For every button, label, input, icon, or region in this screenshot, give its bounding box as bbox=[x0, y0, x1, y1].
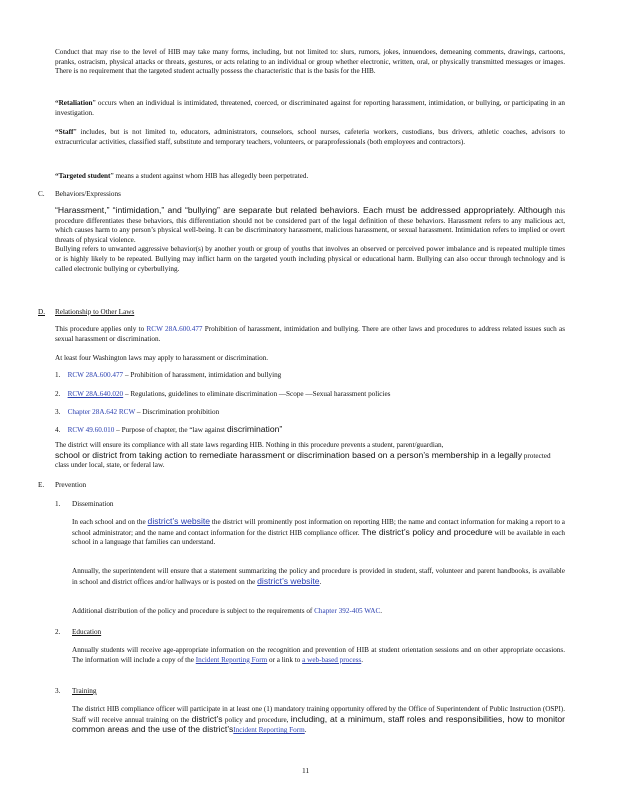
compliance-d: class under local, state, or federal law. bbox=[55, 461, 165, 470]
behaviors-rest: this procedure differentiates these behaviors, this differentiation should not be considered part of the legal definition of these behaviors. Harassment refers to any malicious act, which causes harm to any person’s physical well-being. It can be discriminatory harassment, malicious harassment, or sexual harassment. Intimidation refers to implied or overt threats of physical violence. bbox=[55, 207, 565, 244]
law-link[interactable]: RCW 28A.640.020 bbox=[67, 390, 124, 398]
relationship-post: Prohibition of harassment, intimidation and bullying. There are other laws and procedures to address related issues such as sexual harassment or discrimination. bbox=[55, 325, 565, 343]
dissemination-post2: will be available in each school in a language that families can understand. bbox=[72, 528, 566, 547]
law-link[interactable]: RCW 28A.600.477 bbox=[67, 371, 124, 379]
law-link[interactable]: Chapter 28A.642 RCW bbox=[67, 408, 136, 416]
subsection-1-title: Dissemination bbox=[72, 500, 114, 508]
incident-form-link[interactable]: Incident Reporting Form bbox=[233, 726, 305, 735]
period: . bbox=[319, 577, 322, 586]
rcw-600-477-link[interactable]: RCW 28A.600.477 bbox=[146, 325, 203, 333]
education-text: Annually students will receive age-appropriate information on the recognition and prevention of HIB at student orientation sessions and on other appropriate occasions. The information will include a copy of the bbox=[72, 646, 565, 664]
law-item-1 bbox=[55, 371, 565, 381]
behaviors-paragraph bbox=[55, 206, 565, 274]
law-number: 4. bbox=[55, 426, 61, 434]
hib-conduct-paragraph: Conduct that may rise to the level of HIB may take many forms, including, but not limited to: slurs, rumors, jokes, innuendoes, demeaning comments, drawings, cartoons, pranks, ostracism, physical attacks or threats, gestures, or acts relating to an individual or group whether electronic, written, oral, or physically transmitted messages or images. There is no requirement that the targeted student actually possess the characteristic that is the basis for the HIB. bbox=[55, 48, 565, 76]
dissemination-2-text: Annually, the superintendent will ensure that a statement summarizing the policy and procedure is provided in student, staff, volunteer and parent handbooks, is available in school and district offices and/or hallways or is posted on the bbox=[72, 567, 565, 586]
law-description: – Prohibition of harassment, intimidation and bullying bbox=[123, 371, 282, 379]
section-d-title: Relationship to Other Laws bbox=[55, 308, 135, 316]
page-number: 11 bbox=[302, 766, 310, 775]
law-link[interactable]: RCW 49.60.010 bbox=[67, 426, 115, 434]
compliance-a: The district will ensure its compliance with all state laws regarding HIB. Nothing in this procedure prevents a student, parent/guardian, bbox=[55, 441, 444, 449]
dissemination-3-text: Additional distribution of the policy and procedure is subject to the requirements of bbox=[72, 607, 315, 615]
section-c-letter: C. bbox=[38, 190, 45, 198]
bullying-definition: Bullying refers to unwanted aggressive behavior(s) by another youth or group of youths that involves an observed or perceived power imbalance and is repeated multiple times or is highly likely to be repeated. Bullying may inflict harm on the targeted youth including physical or educational harm. Bullying can also occur through technology and is called electronic bullying or cyberbullying. bbox=[55, 245, 565, 273]
training-emph-2: including, at a minimum, staff roles and responsibilities, how to monitor common areas and the use of the district’s bbox=[72, 713, 566, 735]
targeted-student-definition bbox=[55, 172, 565, 182]
subsection-2-title: Education bbox=[72, 628, 102, 636]
law-description: – Discrimination prohibition bbox=[135, 408, 220, 416]
relationship-paragraph bbox=[55, 325, 565, 344]
dissemination-paragraph-1 bbox=[72, 517, 565, 548]
targeted-text: ” means a student against whom HIB has allegedly been perpetrated. bbox=[110, 172, 309, 180]
retaliation-term: “Retaliation bbox=[55, 99, 93, 107]
dissemination-paragraph-3 bbox=[72, 607, 565, 617]
training-emph-1: district’s bbox=[191, 713, 223, 724]
law-item-4 bbox=[55, 425, 565, 436]
dissemination-emph: The district’s policy and procedure bbox=[361, 526, 493, 537]
relationship-pre: This procedure applies only to bbox=[55, 325, 147, 333]
period: . bbox=[361, 655, 364, 664]
laws-intro: At least four Washington laws may apply to harassment or discrimination. bbox=[55, 354, 269, 362]
subsection-1-number: 1. bbox=[55, 500, 61, 508]
law-number: 2. bbox=[55, 390, 61, 398]
law-item-2 bbox=[55, 390, 565, 400]
section-e-letter: E. bbox=[38, 481, 45, 489]
district-website-link[interactable]: district’s website bbox=[147, 516, 211, 526]
period: . bbox=[380, 607, 383, 615]
dissemination-pre: In each school and on the bbox=[72, 518, 148, 526]
staff-definition bbox=[55, 128, 565, 147]
retaliation-text: ” occurs when an individual is intimidated, threatened, coerced, or discriminated against for reporting harassment, intimidation, or bullying, or participating in an investigation. bbox=[55, 99, 565, 117]
training-b: policy and procedure, bbox=[222, 715, 289, 724]
law-description-emph: discrimination” bbox=[226, 424, 283, 434]
law-number: 1. bbox=[55, 371, 61, 379]
education-mid: or a link to bbox=[267, 655, 303, 664]
law-description: – Regulations, guidelines to eliminate discrimination —Scope —Sexual harassment policies bbox=[123, 390, 391, 398]
law-number: 3. bbox=[55, 408, 61, 416]
law-description: – Purpose of chapter, the “law against bbox=[114, 426, 227, 434]
retaliation-definition bbox=[55, 99, 565, 118]
incident-form-link[interactable]: Incident Reporting Form bbox=[195, 655, 268, 664]
dissemination-paragraph-2 bbox=[72, 567, 565, 587]
web-process-link[interactable]: a web-based process bbox=[302, 655, 362, 664]
training-a: The district HIB compliance officer will participate in at least one (1) mandatory training opportunity offered by the Office of Superintendent of Public Instruction (OSPI). Staff will receive annual training on the bbox=[72, 705, 565, 724]
subsection-3-title: Training bbox=[72, 687, 97, 695]
section-d-letter: D. bbox=[38, 308, 45, 316]
compliance-c: protected bbox=[522, 451, 551, 460]
compliance-b: school or district from taking action to remediate harassment or discrimination based on a person’s membership in a legally bbox=[55, 449, 522, 460]
compliance-paragraph bbox=[55, 441, 565, 471]
education-paragraph bbox=[72, 646, 565, 665]
wac-392-405-link[interactable]: Chapter 392-405 WAC bbox=[314, 607, 381, 615]
behaviors-lead: “Harassment,” “intimidation,” and “bullying” are separate but related behaviors. Each must be addressed appropriately. Although bbox=[55, 205, 552, 215]
targeted-term: “Targeted student bbox=[55, 172, 111, 180]
staff-term: “Staff bbox=[55, 128, 74, 136]
subsection-2-number: 2. bbox=[55, 628, 61, 636]
subsection-3-number: 3. bbox=[55, 687, 61, 695]
training-paragraph bbox=[72, 705, 565, 736]
section-c-title: Behaviors/Expressions bbox=[55, 190, 121, 198]
dissemination-post1: the district will prominently post information on reporting HIB; the name and contact information for making a report to a school administrator; and the name and contact information for the district HIB compliance officer. bbox=[72, 518, 566, 537]
period: . bbox=[304, 726, 307, 735]
district-website-link[interactable]: district’s website bbox=[257, 575, 320, 586]
staff-text: ” includes, but is not limited to, educators, administrators, counselors, school nurses, cafeteria workers, custodians, bus drivers, athletic coaches, advisors to extracurricular activities, classified staff, substitute and temporary teachers, volunteers, or paraprofessionals (both employees and contractors). bbox=[55, 128, 565, 146]
section-e-title: Prevention bbox=[55, 481, 87, 489]
law-item-3 bbox=[55, 408, 565, 418]
